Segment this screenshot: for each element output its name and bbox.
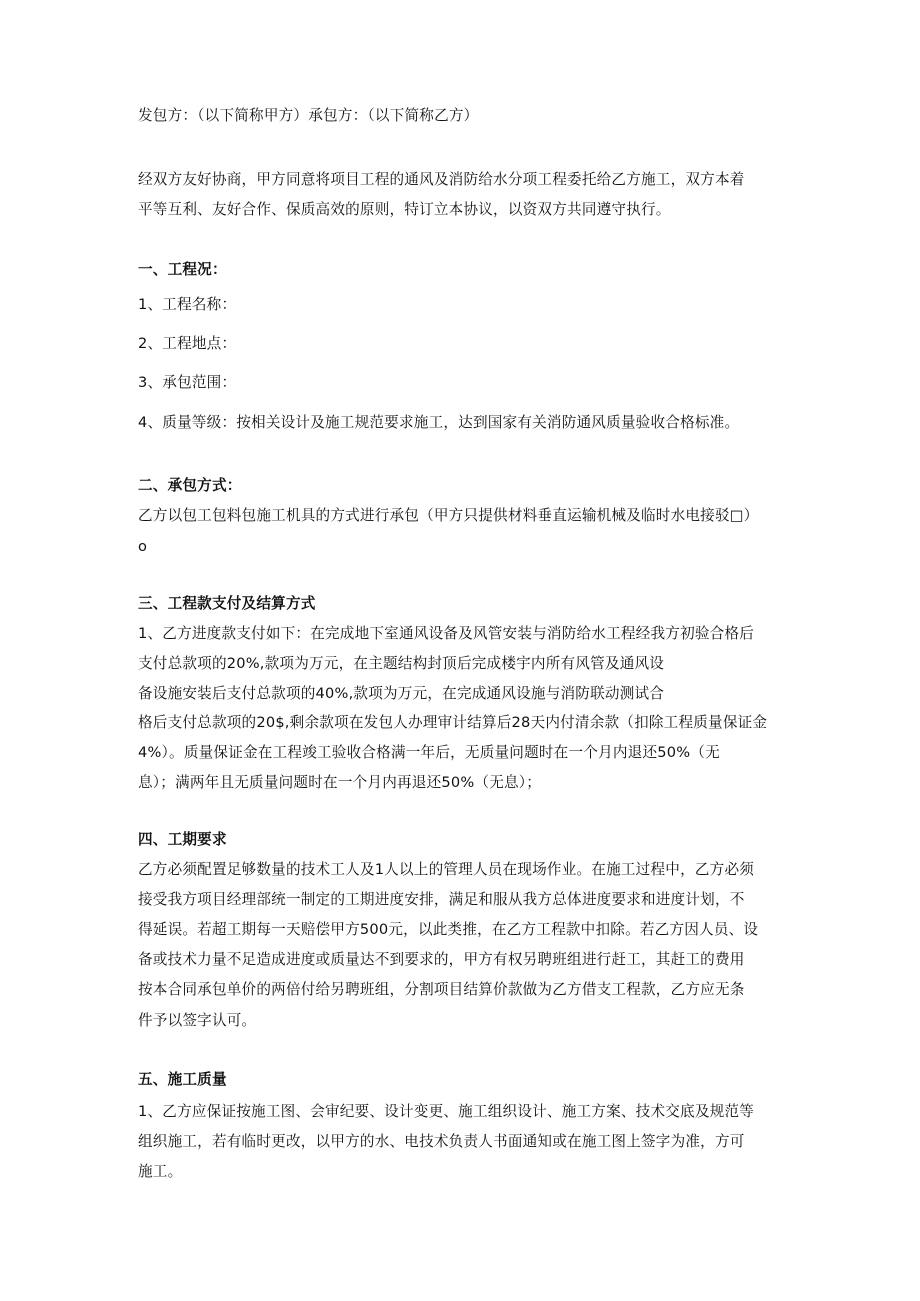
payment-line: 息）；满两年且无质量问题时在一个月内再退还50%（无息）；	[138, 774, 542, 791]
intro-line: 平等互利、友好合作、保质高效的原则，特订立本协议，以资双方共同遵守执行。	[138, 201, 671, 218]
payment-line: 支付总款项的20%,款项为万元，在主题结构封顶后完成楼宇内所有风管及通风设	[138, 655, 665, 672]
section-heading-schedule: 四、工期要求	[138, 831, 227, 848]
project-item: 1、工程名称：	[138, 296, 237, 313]
section-heading-payment: 三、工程款支付及结算方式	[138, 595, 316, 612]
section-heading-contract-mode: 二、承包方式：	[138, 477, 242, 494]
schedule-line: 得延误。若超工期每一天赔偿甲方500元，以此类推，在乙方工程款中扣除。若乙方因人员、设	[138, 921, 759, 938]
intro-line: 经双方友好协商，甲方同意将项目工程的通风及消防给水分项工程委托给乙方施工，双方本着	[138, 171, 745, 188]
payment-line: 备设施安装后支付总款项的40%,款项为万元，在完成通风设施与消防联动测试合	[138, 685, 665, 702]
project-item: 3、承包范围：	[138, 374, 237, 391]
quality-line: 1、乙方应保证按施工图、会审纪要、设计变更、施工组织设计、施工方案、技术交底及规范等	[138, 1103, 755, 1120]
schedule-line: 乙方必须配置足够数量的技术工人及1人以上的管理人员在现场作业。在施工过程中，乙方必须	[138, 861, 755, 878]
section-heading-project: 一、工程况：	[138, 261, 227, 278]
project-item: 2、工程地点：	[138, 335, 237, 352]
schedule-line: 接受我方项目经理部统一制定的工期进度安排，满足和服从我方总体进度要求和进度计划，不	[138, 891, 745, 908]
section-heading-quality: 五、施工质量	[138, 1071, 227, 1088]
project-item: 4、质量等级：按相关设计及施工规范要求施工，达到国家有关消防通风质量验收合格标准。	[138, 414, 740, 431]
contract-mode-line: o	[138, 538, 148, 555]
payment-line: 1、乙方进度款支付如下：在完成地下室通风设备及风管安装与消防给水工程经我方初验合格后	[138, 625, 755, 642]
payment-line: 4%）。质量保证金在工程竣工验收合格满一年后，无质量问题时在一个月内退还50%（无	[138, 744, 720, 761]
parties-line: 发包方：（以下简称甲方）承包方：（以下简称乙方）	[138, 107, 479, 124]
quality-line: 施工。	[138, 1163, 183, 1180]
schedule-line: 按本合同承包单价的两倍付给另聘班组，分割项目结算价款做为乙方借支工程款，乙方应无条	[138, 981, 745, 998]
payment-line: 格后支付总款项的20$,剩余款项在发包人办理审计结算后28天内付清余款（扣除工程质量保证金	[138, 714, 768, 731]
contract-mode-line: 乙方以包工包料包施工机具的方式进行承包（甲方只提供材料垂直运输机械及临时水电接驳□）	[138, 507, 759, 524]
quality-line: 组织施工，若有临时更改，以甲方的水、电技术负责人书面通知或在施工图上签字为准，方可	[138, 1133, 745, 1150]
schedule-line: 件予以签字认可。	[138, 1012, 257, 1029]
schedule-line: 备或技术力量不足造成进度或质量达不到要求的，甲方有权另聘班组进行赶工，其赶工的费用	[138, 951, 745, 968]
